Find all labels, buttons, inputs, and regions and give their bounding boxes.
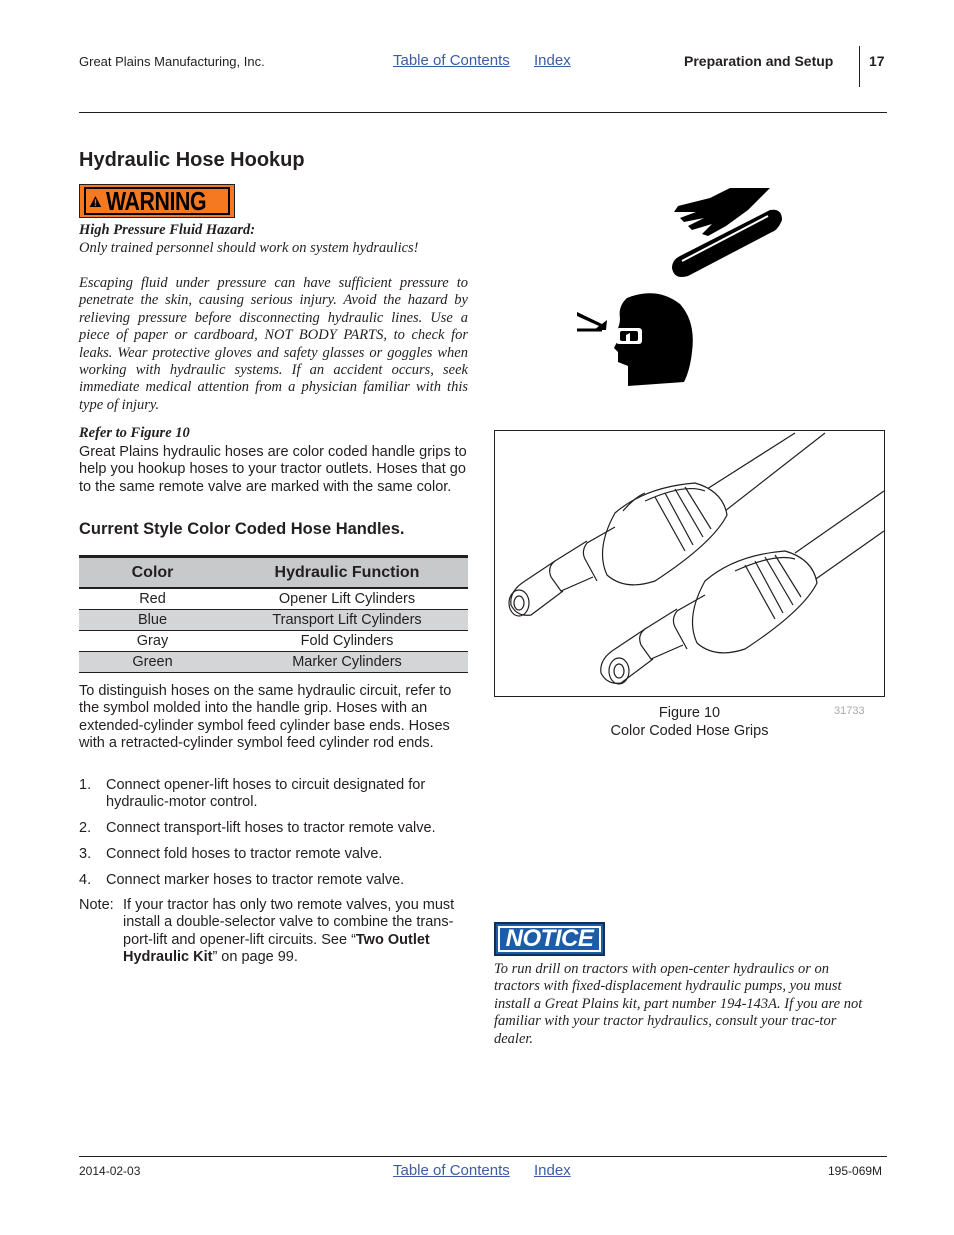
figure-caption bbox=[494, 704, 885, 740]
step-number: 2. bbox=[79, 820, 92, 836]
table-row bbox=[79, 588, 468, 610]
cell-color: Red bbox=[79, 588, 226, 610]
figure-title: Color Coded Hose Grips bbox=[610, 723, 769, 739]
step-text: Connect marker hoses to tractor remote valve. bbox=[106, 872, 405, 888]
document-number: 195-069M bbox=[828, 1164, 883, 1178]
note-text bbox=[123, 897, 473, 966]
figure-frame bbox=[494, 430, 885, 697]
step-number: 3. bbox=[79, 846, 92, 862]
intro-paragraph: Great Plains hydraulic hoses are color coded handle grips to help you hookup hoses to your tractor outlets. Hoses that go to the same remote valve are marked with the same color. bbox=[79, 444, 467, 495]
cell-color: Green bbox=[79, 652, 226, 673]
warning-label bbox=[79, 184, 235, 218]
cell-color: Gray bbox=[79, 631, 226, 652]
figure-code: 31733 bbox=[834, 705, 865, 717]
step-number: 4. bbox=[79, 872, 92, 888]
table-heading: Current Style Color Coded Hose Handles. bbox=[79, 520, 405, 538]
hazard-line: Only trained personnel should work on system hydraulics! bbox=[79, 240, 419, 256]
company-name: Great Plains Manufacturing, Inc. bbox=[79, 54, 265, 69]
warning-text: WARNING bbox=[105, 185, 207, 216]
figure-number: Figure 10 bbox=[658, 705, 721, 721]
step-text: Connect transport-lift hoses to tractor remote valve. bbox=[106, 820, 436, 836]
cell-function: Fold Cylinders bbox=[226, 631, 468, 652]
note-text-start: If your tractor has only two remote valves, you must install a double-selector valve to combine the trans-port-lift and opener-lift circuits. See “ bbox=[123, 897, 455, 948]
cell-color: Blue bbox=[79, 610, 226, 631]
table-row bbox=[79, 652, 468, 673]
footer-rule bbox=[79, 1156, 887, 1157]
page-number: 17 bbox=[869, 53, 885, 69]
header-divider bbox=[859, 46, 860, 87]
step-number: 1. bbox=[79, 777, 92, 793]
header-toc-link[interactable]: Table of Contents bbox=[393, 52, 510, 69]
note-label: Note: bbox=[79, 897, 114, 913]
page-title: Hydraulic Hose Hookup bbox=[79, 149, 305, 171]
figure-reference: Refer to Figure 10 bbox=[79, 425, 190, 441]
hose-grips-illustration bbox=[495, 431, 884, 696]
hazard-heading: High Pressure Fluid Hazard: bbox=[79, 222, 256, 238]
table-row bbox=[79, 610, 468, 631]
footer-toc-link[interactable]: Table of Contents bbox=[393, 1162, 510, 1179]
cell-function: Marker Cylinders bbox=[226, 652, 468, 673]
color-table bbox=[79, 555, 468, 673]
footer-index-link[interactable]: Index bbox=[534, 1162, 571, 1179]
hazard-paragraph: Escaping fluid under pressure can have sufficient pressure to penetrate the skin, causing serious injury. Avoid the hazard by relieving pressure before disconnecting hydraulic lines. Use a piece of paper or cardboard, NOT BODY PARTS, to check for leaks. Wear protective gloves and safety glasses or goggles when working with hydraulic systems. If an accident occurs, seek immediate medical attention from a physician familiar with this type of injury. bbox=[79, 275, 468, 413]
col-header-color: Color bbox=[79, 557, 226, 589]
eye-protection-icon bbox=[572, 290, 697, 386]
table-row bbox=[79, 631, 468, 652]
cell-function: Opener Lift Cylinders bbox=[226, 588, 468, 610]
hand-injection-hazard-icon bbox=[660, 186, 785, 281]
section-title: Preparation and Setup bbox=[684, 53, 834, 69]
warning-triangle-icon bbox=[89, 192, 102, 211]
distinguish-paragraph: To distinguish hoses on the same hydraulic circuit, refer to the symbol molded into the handle grip. Hoses with an extended-cylinder symbol feed cylinder base ends. Hoses with a retracted-cylinder symbol feed cylinder rod ends. bbox=[79, 683, 452, 751]
note-text-end: ” on page 99. bbox=[212, 948, 298, 965]
footer-date: 2014-02-03 bbox=[79, 1164, 141, 1178]
cell-function: Transport Lift Cylinders bbox=[226, 610, 468, 631]
header-index-link[interactable]: Index bbox=[534, 52, 571, 69]
header-rule bbox=[79, 112, 887, 113]
step-text: Connect opener-lift hoses to circuit designated for hydraulic-motor control. bbox=[106, 777, 426, 811]
note-link[interactable]: Two Outlet Hydraulic Kit bbox=[123, 931, 430, 965]
notice-text: To run drill on tractors with open-center hydraulics or on tractors with fixed-displacement hydraulic pumps, you must install a Great Plains kit, part number 194-143A. If you are not familiar with your tractor hydraulics, consult your trac-tor dealer. bbox=[494, 961, 863, 1047]
notice-text-label: NOTICE bbox=[505, 925, 594, 952]
notice-label bbox=[494, 922, 605, 956]
col-header-function: Hydraulic Function bbox=[226, 557, 468, 589]
step-text: Connect fold hoses to tractor remote valve. bbox=[106, 846, 383, 862]
